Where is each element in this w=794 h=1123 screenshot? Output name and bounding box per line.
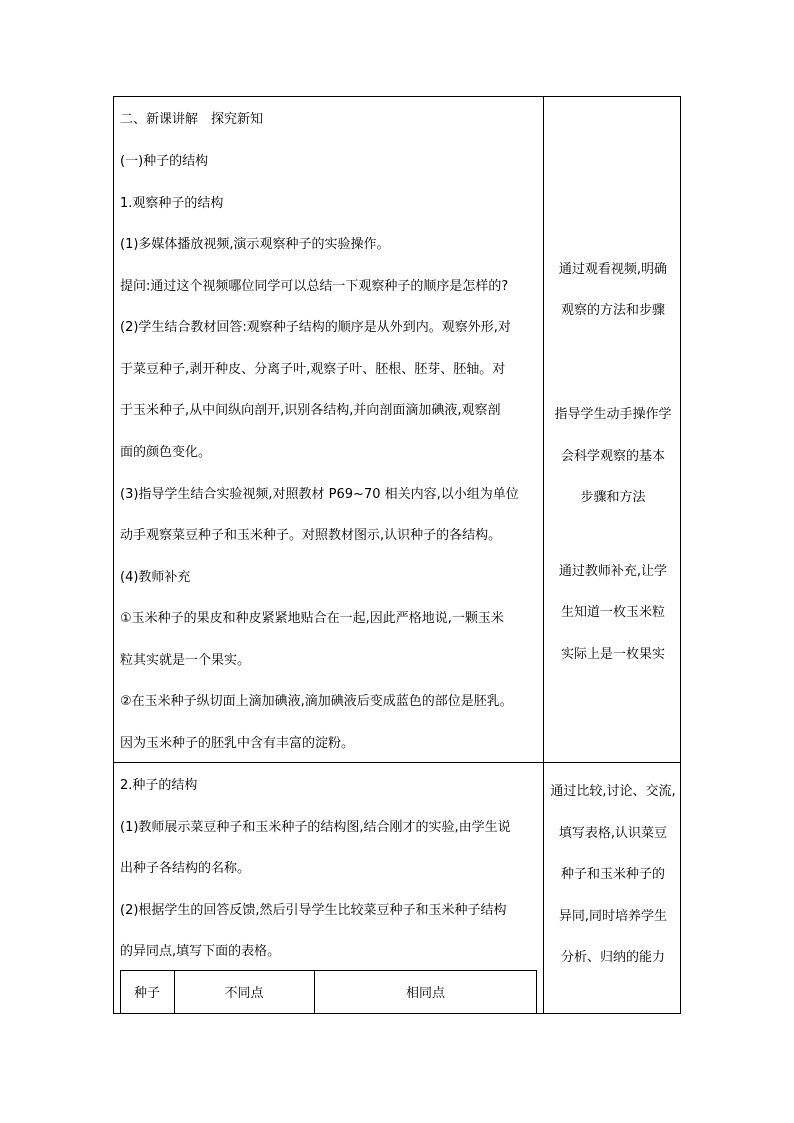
topic-heading: 1.观察种子的结构 xyxy=(120,196,224,211)
step-text: (2)学生结合教材回答:观察种子结构的顺序是从外到内。观察外形,对 xyxy=(120,320,511,335)
comparison-header-similarities: 相同点 xyxy=(405,986,445,1001)
design-note: 分析、归纳的能力 xyxy=(560,950,665,965)
supplement-text: 因为玉米种子的胚乳中含有丰富的淀粉。 xyxy=(120,736,355,751)
comparison-header-differences: 不同点 xyxy=(224,986,264,1001)
step-text: (1)多媒体播放视频,演示观察种子的实验操作。 xyxy=(120,237,390,252)
step-text: (2)根据学生的回答反馈,然后引导学生比较菜豆种子和玉米种子结构 xyxy=(120,903,507,918)
step-text: 于菜豆种子,剥开种皮、分离子叶,观察子叶、胚根、胚芽、胚轴。对 xyxy=(120,362,506,377)
design-note: 种子和玉米种子的 xyxy=(560,867,665,882)
comparison-header-seed: 种子 xyxy=(133,986,160,1001)
design-note: 观察的方法和步骤 xyxy=(560,303,665,318)
design-note: 步骤和方法 xyxy=(580,490,646,505)
question-text: 提问:通过这个视频哪位同学可以总结一下观察种子的顺序是怎样的? xyxy=(120,279,509,294)
design-note: 会科学观察的基本 xyxy=(560,449,665,464)
design-note: 通过教师补充,让学 xyxy=(558,564,668,579)
column-divider xyxy=(543,96,544,1014)
step-text: 出种子各结构的名称。 xyxy=(120,861,251,876)
section-heading: 二、新课讲解 探究新知 xyxy=(120,112,264,127)
topic-heading: 2.种子的结构 xyxy=(120,778,198,793)
subsection-heading: (一)种子的结构 xyxy=(120,154,209,169)
step-text: (1)教师展示菜豆种子和玉米种子的结构图,结合刚才的实验,由学生说 xyxy=(120,820,511,835)
supplement-text: ①玉米种子的果皮和种皮紧紧地贴合在一起,因此严格地说,一颗玉米 xyxy=(120,611,504,626)
design-note: 通过比较,讨论、交流, xyxy=(550,784,676,799)
design-note: 生知道一枚玉米粒 xyxy=(560,605,665,620)
step-text: 的异同点,填写下面的表格。 xyxy=(120,944,281,959)
design-note: 填写表格,认识菜豆 xyxy=(558,826,668,841)
row-divider xyxy=(113,762,681,763)
design-note: 通过观看视频,明确 xyxy=(558,262,668,277)
supplement-text: 粒其实就是一个果实。 xyxy=(120,653,251,668)
design-note: 指导学生动手操作学 xyxy=(554,407,672,422)
design-note: 异同,同时培养学生 xyxy=(558,909,668,924)
step-text: (3)指导学生结合实验视频,对照教材 P69~70 相关内容,以小组为单位 xyxy=(120,487,519,502)
step-text: 动手观察菜豆种子和玉米种子。对照教材图示,认识种子的各结构。 xyxy=(120,528,502,543)
supplement-text: ②在玉米种子纵切面上滴加碘液,滴加碘液后变成蓝色的部位是胚乳。 xyxy=(120,694,513,709)
step-text: 于玉米种子,从中间纵向剖开,识别各结构,并向剖面滴加碘液,观察剖 xyxy=(120,403,501,418)
step-text: 面的颜色变化。 xyxy=(120,445,212,460)
step-text: (4)教师补充 xyxy=(120,570,191,585)
design-note: 实际上是一枚果实 xyxy=(560,647,665,662)
